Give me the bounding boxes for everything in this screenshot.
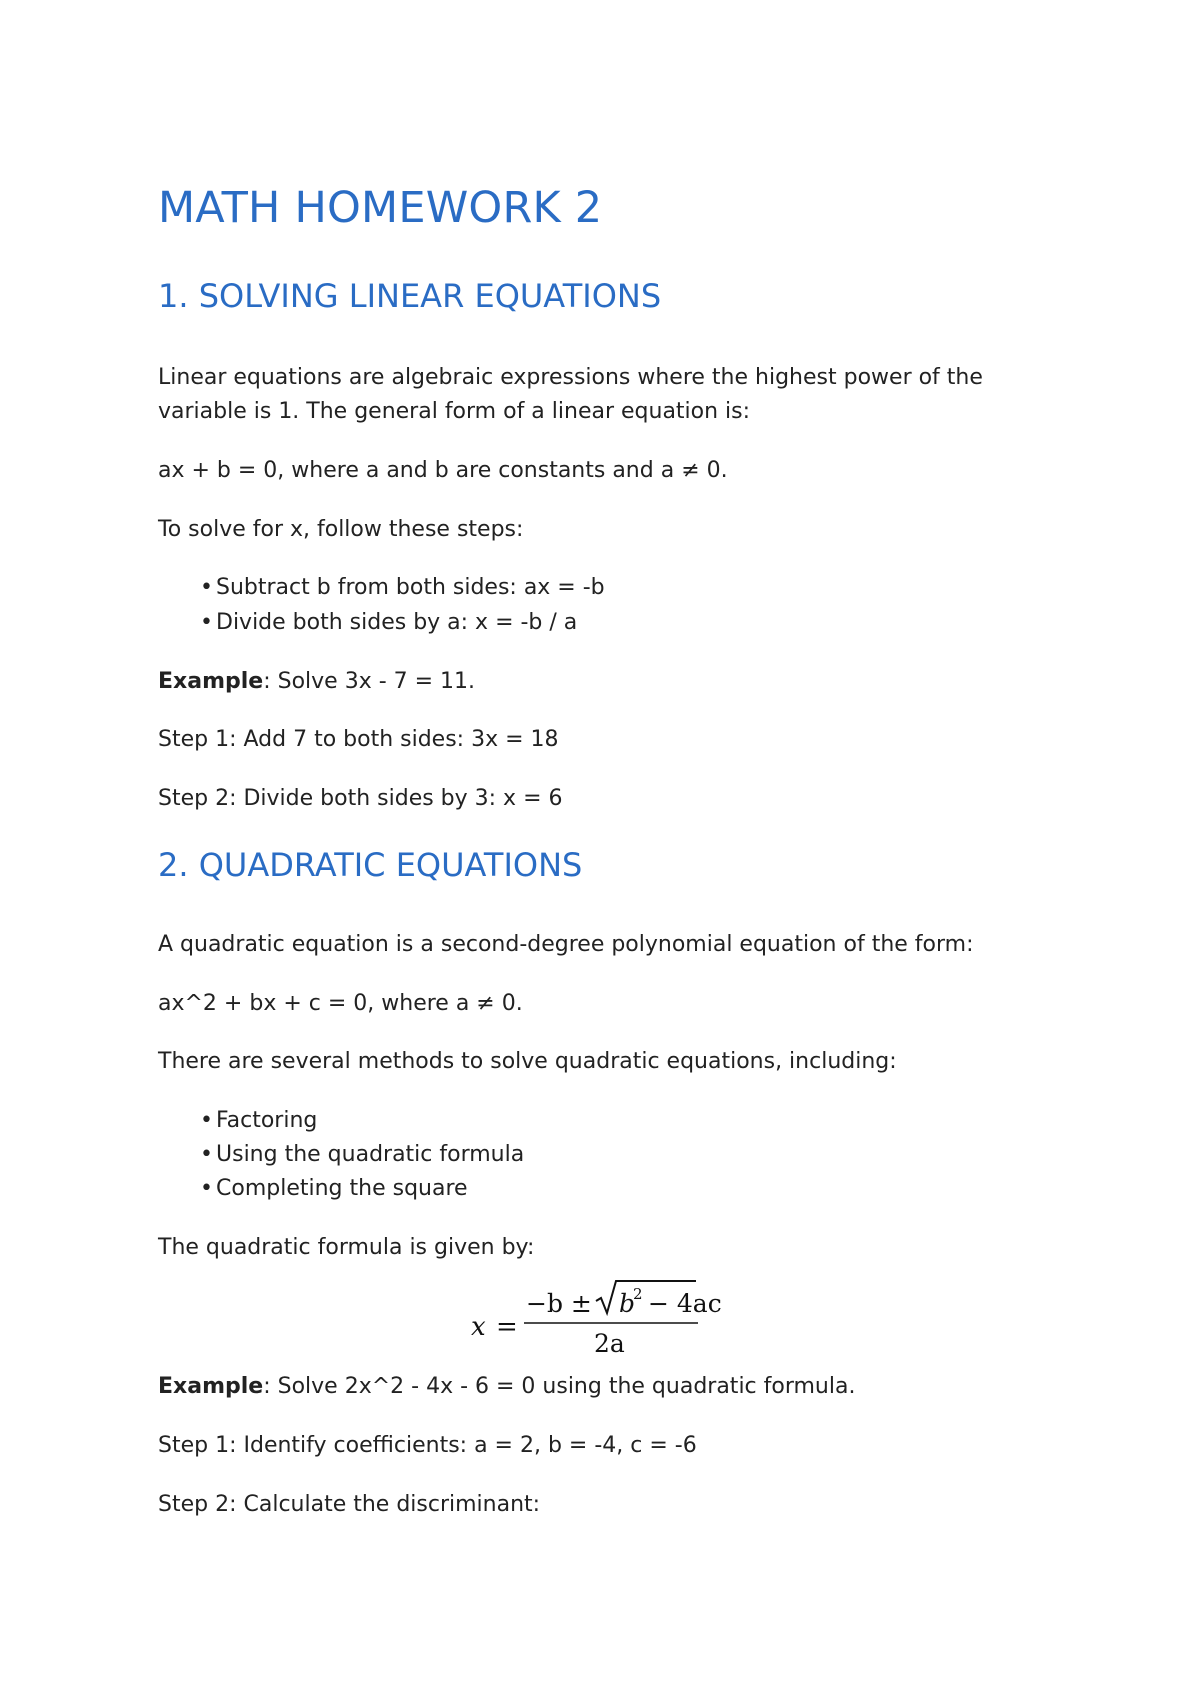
bullet-icon: • (200, 1142, 213, 1167)
quadratic-method-item (200, 1172, 468, 1206)
section-1-intro-line-2: variable is 1. The general form of a linear equation is: (158, 399, 751, 424)
quadratic-example-step-1: Step 1: Identify coefficients: a = 2, b = -4, c = -6 (158, 1433, 697, 1458)
formula-lhs: x (471, 1312, 486, 1342)
formula-radicand-base: b (619, 1289, 636, 1318)
quadratic-formula (158, 1275, 1038, 1355)
formula-equals: = (496, 1312, 518, 1342)
linear-example (158, 665, 475, 699)
linear-general-form: ax + b = 0, where a and b are constants and a ≠ 0. (158, 458, 728, 483)
section-2-intro: A quadratic equation is a second-degree polynomial equation of the form: (158, 932, 974, 957)
quadratic-method-item-text: Using the quadratic formula (216, 1142, 525, 1167)
bullet-icon: • (200, 610, 213, 635)
linear-example-step-2: Step 2: Divide both sides by 3: x = 6 (158, 786, 563, 811)
example-label: Example (158, 669, 264, 694)
quadratic-example (158, 1370, 855, 1404)
linear-step-item-text: Divide both sides by a: x = -b / a (216, 610, 578, 635)
linear-step-item-text: Subtract b from both sides: ax = -b (216, 575, 605, 600)
linear-step-item (200, 606, 577, 640)
formula-intro: The quadratic formula is given by: (158, 1235, 535, 1260)
quadratic-general-form: ax^2 + bx + c = 0, where a ≠ 0. (158, 991, 523, 1016)
example-text: : Solve 3x - 7 = 11. (263, 669, 476, 694)
quadratic-method-item (200, 1138, 524, 1172)
formula-radicand-exp: 2 (633, 1285, 643, 1303)
formula-radicand-rest: − 4ac (648, 1289, 722, 1318)
linear-step-item (200, 571, 605, 605)
document-title: MATH HOMEWORK 2 (158, 183, 603, 233)
quadratic-method-item (200, 1104, 317, 1138)
bullet-icon: • (200, 1176, 213, 1201)
formula-numerator-pre: −b ± (526, 1289, 592, 1318)
quadratic-method-item-text: Factoring (216, 1108, 318, 1133)
quadratic-method-item-text: Completing the square (216, 1176, 468, 1201)
section-1-heading: 1. SOLVING LINEAR EQUATIONS (158, 277, 662, 315)
linear-steps-intro: To solve for x, follow these steps: (158, 517, 524, 542)
example-text: : Solve 2x^2 - 4x - 6 = 0 using the quadratic formula. (263, 1374, 856, 1399)
quadratic-example-step-2: Step 2: Calculate the discriminant: (158, 1492, 541, 1517)
bullet-icon: • (200, 1108, 213, 1133)
formula-denominator: 2a (594, 1329, 625, 1355)
example-label: Example (158, 1374, 264, 1399)
section-1-intro-line-1: Linear equations are algebraic expressions where the highest power of the (158, 365, 983, 390)
linear-example-step-1: Step 1: Add 7 to both sides: 3x = 18 (158, 727, 559, 752)
quadratic-methods-intro: There are several methods to solve quadratic equations, including: (158, 1049, 897, 1074)
section-2-heading: 2. QUADRATIC EQUATIONS (158, 846, 583, 884)
bullet-icon: • (200, 575, 213, 600)
